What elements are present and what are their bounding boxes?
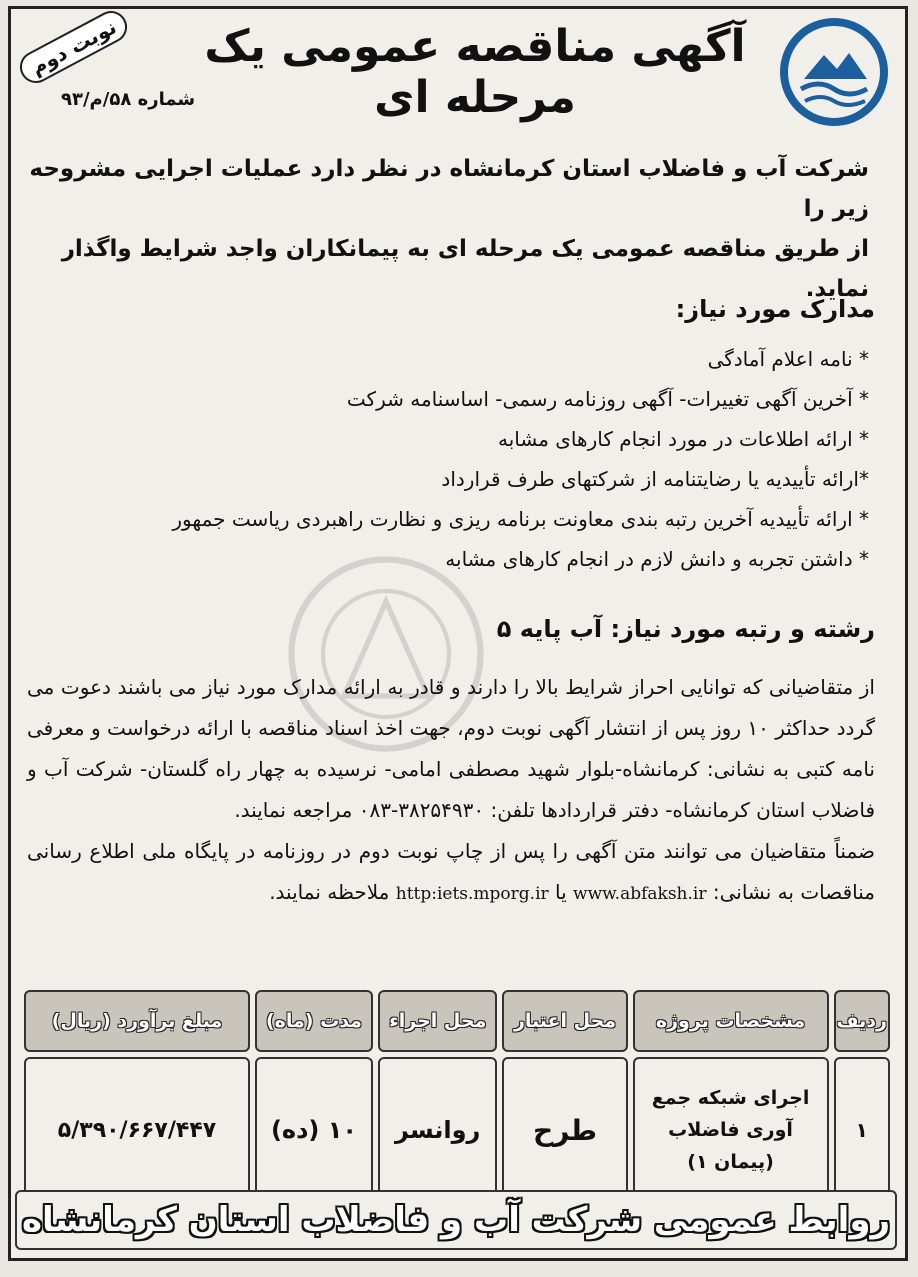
cell-project-spec: اجرای شبکه جمع آوری فاضلاب (پیمان ۱)	[633, 1057, 829, 1203]
project-table	[19, 985, 895, 1208]
body-paragraph-2	[27, 831, 875, 915]
ad-number: شماره ۵۸/م/۹۳	[61, 89, 196, 110]
cell-location: روانسر	[378, 1057, 498, 1203]
document-item: * نامه اعلام آمادگی	[707, 347, 869, 371]
document-item: *ارائه تأییدیه یا رضایتنامه از شرکتهای طرف قرارداد	[441, 467, 869, 491]
intro-line-2: از طریق مناقصه عمومی یک مرحله ای به پیمانکاران واجد شرایط واگذار نماید.	[61, 236, 869, 302]
table-header-row	[24, 990, 890, 1052]
footer-banner	[15, 1190, 897, 1250]
documents-list	[49, 339, 869, 579]
field-grade-title: رشته و رتبه مورد نیاز: آب پایه ۵	[496, 615, 875, 643]
cell-duration: ۱۰ (ده)	[255, 1057, 373, 1203]
header-duration: مدت (ماه)	[255, 990, 373, 1052]
paragraph-2-start: ضمناً متقاضیان می توانند متن آگهی را پس از چاپ نوبت دوم در روزنامه در پایگاه ملی اطلاع رسانی مناقصات به نشانی:	[27, 839, 875, 904]
cell-row-number: ۱	[834, 1057, 890, 1203]
header-location: محل اجراء	[378, 990, 498, 1052]
documents-title: مدارک مورد نیاز:	[675, 295, 875, 323]
intro-line-1: شرکت آب و فاضلاب استان کرمانشاه در نظر دارد عملیات اجرایی مشروحه زیر را	[29, 156, 869, 222]
document-item: * داشتن تجربه و دانش لازم در انجام کارهای مشابه	[445, 547, 869, 571]
header-credit-source: محل اعتبار	[502, 990, 627, 1052]
water-company-logo-icon	[779, 17, 889, 127]
second-round-badge: نوبت دوم	[14, 6, 132, 89]
header-estimate: مبلغ برآورد (ریال)	[24, 990, 250, 1052]
document-item: * ارائه تأییدیه آخرین رتبه بندی معاونت برنامه ریزی و نظارت راهبردی ریاست جمهور	[172, 507, 869, 531]
footer-text: روابط عمومی شرکت آب و فاضلاب استان کرمانشاه	[21, 1200, 891, 1240]
header-project-spec: مشخصات پروژه	[633, 990, 829, 1052]
table-row	[24, 1057, 890, 1203]
header	[11, 9, 905, 139]
document-item: * ارائه اطلاعات در مورد انجام کارهای مشابه	[497, 427, 869, 451]
header-row-number: ردیف	[834, 990, 890, 1052]
body-text	[27, 667, 875, 915]
document-item: * آخرین آگهی تغییرات- آگهی روزنامه رسمی- اساسنامه شرکت	[346, 387, 869, 411]
paragraph-2-end: ملاحظه نمایند.	[269, 880, 390, 904]
or-text: یا	[555, 880, 567, 904]
advertisement-page	[8, 6, 908, 1261]
intro-paragraph	[29, 149, 869, 309]
iets-link[interactable]: http:iets.mporg.ir	[395, 884, 549, 904]
website-link[interactable]: www.abfaksh.ir	[573, 884, 707, 904]
cell-credit-source: طرح	[502, 1057, 627, 1203]
body-paragraph-1: از متقاضیانی که توانایی احراز شرایط بالا را دارند و قادر به ارائه مدارک مورد نیاز می باشند دعوت می گردد حداکثر ۱۰ روز پس از انتشار آگهی نوبت دوم، جهت اخذ اسناد مناقصه با ارائه درخواست و معرفی نامه کتبی به نشانی: کرمانشاه-بلوار شهید مصطفی امامی- نرسیده به چهار راه گلستان- شرکت آب و فاضلاب استان کرمانشاه- دفتر قراردادها تلفن: ۳۸۲۵۴۹۳۰-۰۸۳ مراجعه نمایند.	[27, 675, 875, 822]
cell-estimate: ۵/۳۹۰/۶۶۷/۴۴۷	[24, 1057, 250, 1203]
ad-title: آگهی مناقصه عمومی یک مرحله ای	[204, 21, 746, 123]
